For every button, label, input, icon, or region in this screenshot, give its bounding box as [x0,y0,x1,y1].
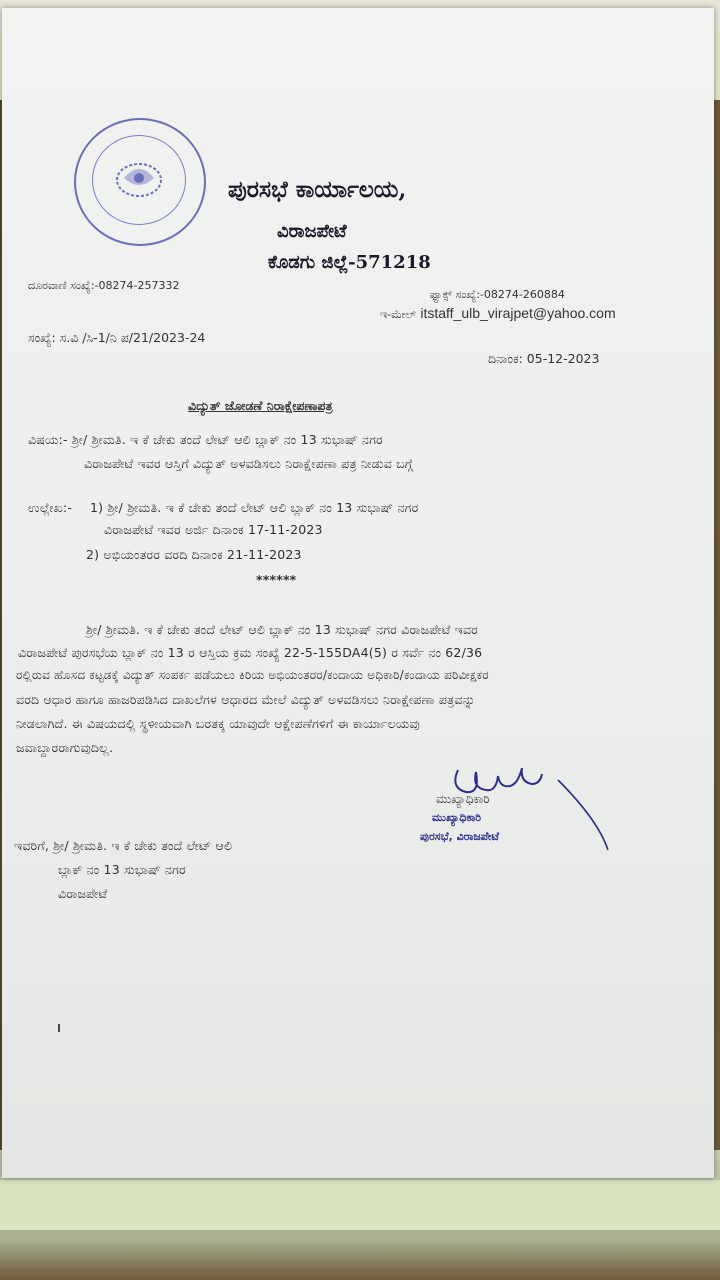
office-title: ಪುರಸಭೆ ಕಾರ್ಯಾಲಯ, [228,176,407,203]
reference-date: ದಿನಾಂಕ: 05-12-2023 [488,351,600,366]
fax-line [430,288,565,302]
fax-number: :-08274-260884 [476,288,565,301]
district-name: ಕೊಡಗು ಜಿಲ್ಲೆ-571218 [268,252,431,273]
fax-label: ಫ್ಯಾಕ್ಸ್ ಸಂಖ್ಯೆ [430,288,477,301]
phone-line [28,279,180,293]
references-label: ಉಲ್ಲೇಖ:- [28,500,73,515]
underlying-sheet-bottom [0,1180,720,1230]
ink-mark [58,1024,60,1032]
email-address: itstaff_ulb_virajpet@yahoo.com [420,305,616,321]
separator: ****** [256,572,297,587]
subject-line-1: ವಿಷಯ:- ಶ್ರೀ/ ಶ್ರೀಮತಿ. ಇ ಕೆ ಚೇಕು ತಂದೆ ಲೇಟ್ ಆಲಿ ಬ್ಲಾಕ್ ನಂ 13 ಸುಭಾಷ್ ನಗರ [28,432,383,447]
reference-number: ಸಂಖ್ಯೆ: ಸ.ವಿ /ಸಿ-1/ನಿ ಪ/21/2023-24 [28,330,206,345]
letter-heading: ವಿದ್ಯುತ್ ಜೋಡಣೆ ನಿರಾಕ್ಷೇಪಣಾಪತ್ರ [188,398,333,413]
recipient-line-3: ವಿರಾಜಪೇಟೆ [58,886,108,901]
signatory-title: ಮುಖ್ಯಾಧಿಕಾರಿ [436,792,490,806]
email-label: ಇ-ಮೇಲ್ [380,308,416,321]
reference-item-1-line-2: ವಿರಾಜಪೇಟೆ ಇವರ ಅರ್ಜಿ ದಿನಾಂಕ 17-11-2023 [104,522,323,537]
phone-label: ದೂರವಾಣಿ ಸಂಖ್ಯೆ [28,279,91,292]
seal-emblem-icon [104,148,174,210]
body-line-3: ರಲ್ಲಿರುವ ಹೊಸದ ಕಟ್ಟಡಕ್ಕೆ ವಿದ್ಯುತ್ ಸಂಪರ್ಕ ಪಡೆಯಲು ಕಿರಿಯ ಅಭಿಯಂತರರ/ಕಂದಾಯ ಅಧಿಕಾರಿ/ಕಂದಾಯ ಪರಿವೀಕ್ಷಕರ [16,668,489,682]
subject-line-2: ವಿರಾಜಪೇಟೆ ಇವರ ಆಸ್ತಿಗೆ ವಿದ್ಯುತ್ ಅಳವಡಿಸಲು ನಿರಾಕ್ಷೇಪಣಾ ಪತ್ರ ನೀಡುವ ಬಗ್ಗೆ [84,456,413,471]
body-line-5: ನೀಡಲಾಗಿದೆ. ಈ ವಿಷಯದಲ್ಲಿ ಸ್ಥಳೀಯವಾಗಿ ಬರತಕ್ಕ ಯಾವುದೇ ಆಕ್ಷೇಪಣೆಗಳಿಗೆ ಈ ಕಾರ್ಯಾಲಯವು [16,716,420,731]
signatory-stamp-2: ಪುರಸಭೆ, ವಿರಾಜಪೇಟೆ [420,830,500,843]
phone-number: :-08274-257332 [90,279,180,292]
town-name: ವಿರಾಜಪೇಟೆ [277,221,347,242]
body-line-2: ವಿರಾಜಪೇಟೆ ಪುರಸಭೆಯ ಬ್ಲಾಕ್ ನಂ 13 ರ ಆಸ್ತಿಯ ಕ್ರಮ ಸಂಖ್ಯೆ 22-5-155DA4(5) ರ ಸರ್ವೆ ನಂ 62/36 [18,645,483,660]
reference-item-1-line-1: 1) ಶ್ರೀ/ ಶ್ರೀಮತಿ. ಇ ಕೆ ಚೇಕು ತಂದೆ ಲೇಟ್ ಆಲಿ ಬ್ಲಾಕ್ ನಂ 13 ಸುಭಾಷ್ ನಗರ [90,500,419,515]
body-line-6: ಜವಾಬ್ದಾರರಾಗುವುದಿಲ್ಲ. [16,740,114,755]
body-line-1: ಶ್ರೀ/ ಶ್ರೀಮತಿ. ಇ ಕೆ ಚೇಕು ತಂದೆ ಲೇಟ್ ಆಲಿ ಬ್ಲಾಕ್ ನಂ 13 ಸುಭಾಷ್ ನಗರ ವಿರಾಜಪೇಟೆ ಇವರ [86,622,478,637]
reference-item-2: 2) ಅಭಿಯಂತರರ ವರದಿ ದಿನಾಂಕ 21-11-2023 [86,547,302,562]
email-line [380,305,616,322]
recipient-line-2: ಬ್ಲಾಕ್ ನಂ 13 ಸುಭಾಷ್ ನಗರ [58,862,186,877]
signatory-stamp-1: ಮುಖ್ಯಾಧಿಕಾರಿ [432,811,482,824]
body-line-4: ವರದಿ ಆಧಾರ ಹಾಗೂ ಹಾಜರಿಪಡಿಸಿದ ದಾಖಲೆಗಳ ಆಧಾರದ ಮೇಲೆ ವಿದ್ಯುತ್ ಅಳವಡಿಸಲು ನಿರಾಕ್ಷೇಪಣಾ ಪತ್ರವನ್ನು [16,692,476,707]
recipient-line-1: ಇವರಿಗೆ, ಶ್ರೀ/ ಶ್ರೀಮತಿ. ಇ ಕೆ ಚೇಕು ತಂದೆ ಲೇಟ್ ಆಲಿ [14,838,233,853]
